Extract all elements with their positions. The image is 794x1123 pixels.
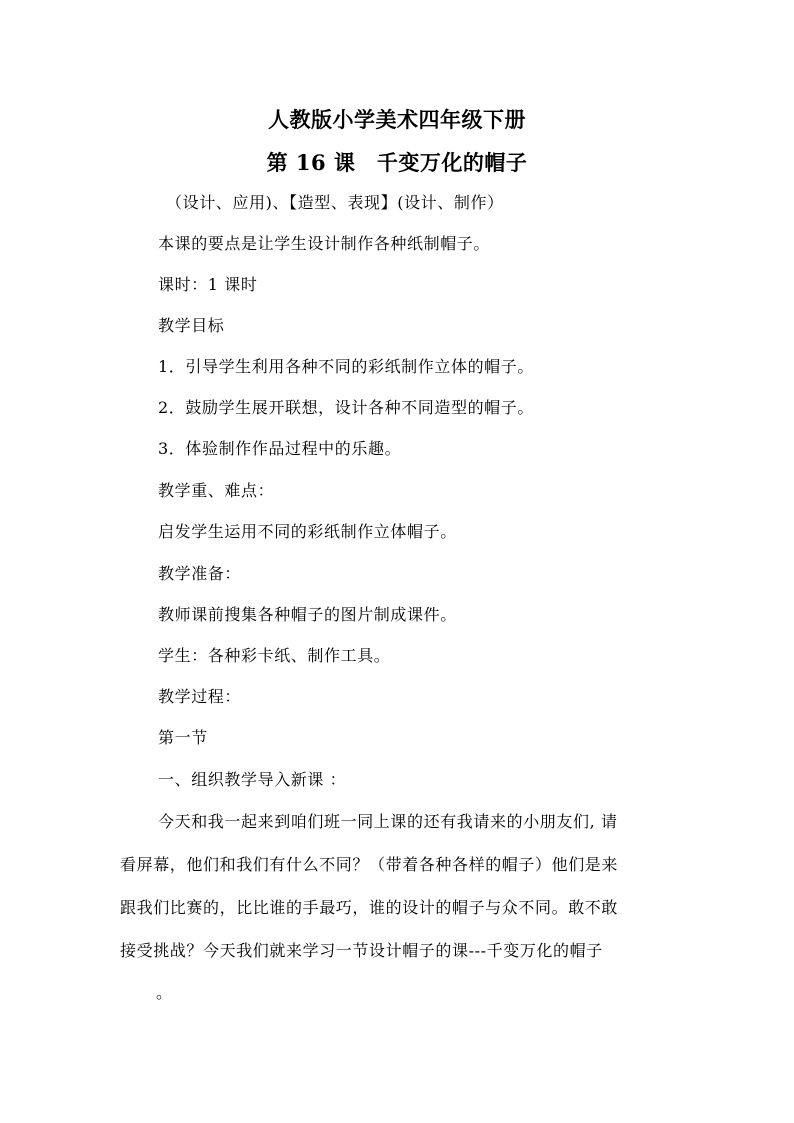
intro-line: 今天和我一起来到咱们班一同上课的还有我请来的小朋友们, 请 <box>158 812 618 831</box>
preparation-teacher: 教师课前搜集各种帽子的图片制成课件。 <box>158 605 457 624</box>
class-hours: 课时：1 课时 <box>158 275 258 294</box>
process-heading: 教学过程： <box>158 687 242 706</box>
objective-item: 3．体验制作作品过程中的乐趣。 <box>158 439 402 458</box>
objectives-heading: 教学目标 <box>158 316 225 335</box>
section-heading: 第一节 <box>158 728 208 747</box>
preparation-student: 学生：各种彩卡纸、制作工具。 <box>158 646 391 665</box>
intro-line: 接受挑战？今天我们就来学习一节设计帽子的课---千变万化的帽子 <box>120 941 603 960</box>
objective-item: 1．引导学生利用各种不同的彩纸制作立体的帽子。 <box>158 357 534 376</box>
document-title: 人教版小学美术四年级下册 <box>268 107 526 132</box>
key-points-heading: 教学重、难点： <box>158 481 275 500</box>
step-heading: 一、组织教学导入新课 ： <box>158 770 347 789</box>
objective-item: 2．鼓励学生展开联想，设计各种不同造型的帽子。 <box>158 398 534 417</box>
intro-line: 看屏幕，他们和我们有什么不同？（带着各种各样的帽子）他们是来 <box>120 855 619 874</box>
lesson-summary: 本课的要点是让学生设计制作各种纸制帽子。 <box>158 234 491 253</box>
key-points-text: 启发学生运用不同的彩纸制作立体帽子。 <box>158 522 457 541</box>
intro-line: 跟我们比赛的，比比谁的手最巧，谁的设计的帽子与众不同。敢不敢 <box>120 898 619 917</box>
lesson-category: （设计、应用)、【造型、表现】(设计、制作） <box>166 193 504 212</box>
intro-end-mark: 。 <box>156 983 173 1002</box>
lesson-title: 第 16 课 千变万化的帽子 <box>266 150 528 175</box>
preparation-heading: 教学准备： <box>158 564 242 583</box>
